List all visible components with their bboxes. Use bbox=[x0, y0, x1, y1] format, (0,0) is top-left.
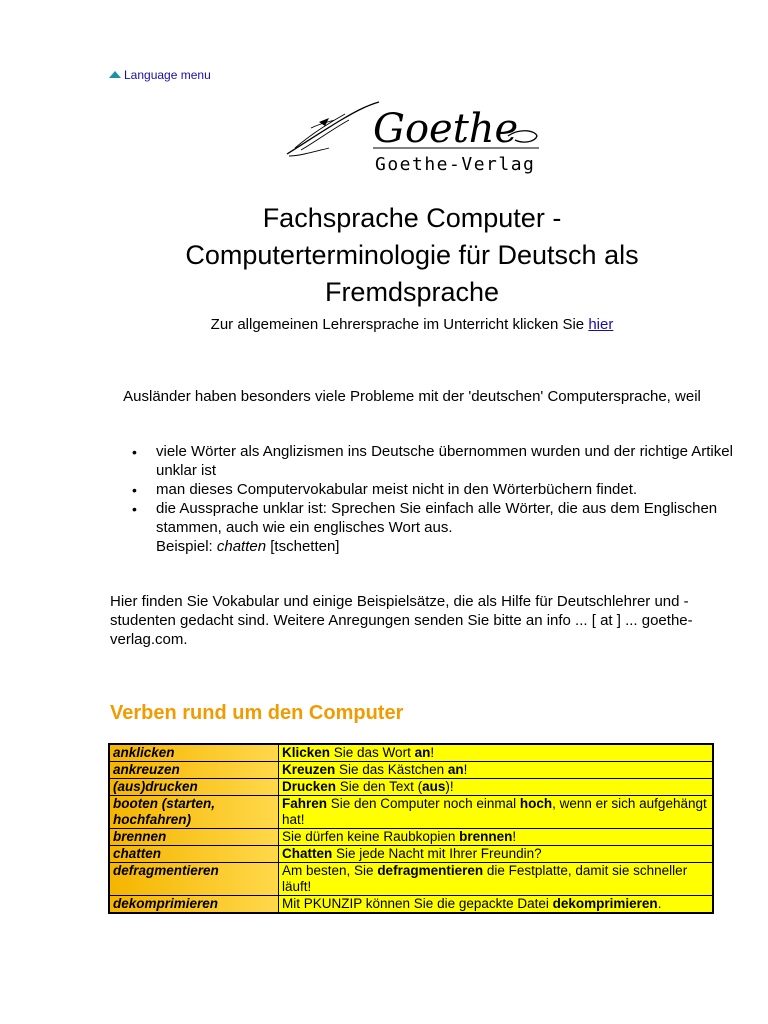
example-emphasis: aus bbox=[422, 779, 446, 794]
problem-paragraph: Ausländer haben besonders viele Probleme mit der 'deutschen' Computersprache, weil bbox=[123, 388, 701, 405]
page-title bbox=[112, 200, 712, 311]
table-row bbox=[110, 829, 712, 845]
table-row bbox=[110, 762, 712, 778]
logo-script: Goethe bbox=[373, 106, 519, 152]
example-text: ! bbox=[512, 829, 517, 844]
example-emphasis: Fahren bbox=[282, 796, 328, 811]
vocab-table-body bbox=[110, 745, 712, 912]
title-line-2: Computerterminologie für Deutsch als bbox=[185, 240, 639, 270]
example-word: chatten bbox=[216, 538, 267, 555]
hier-link[interactable]: hier bbox=[588, 316, 614, 333]
logo-text: Goethe-Verlag bbox=[375, 154, 536, 174]
title-line-1: Fachsprache Computer - bbox=[262, 203, 562, 233]
example-text: Sie den Text ( bbox=[336, 779, 423, 794]
language-menu-label: Language menu bbox=[124, 68, 211, 82]
language-menu-link-wrapper bbox=[109, 68, 211, 82]
vocab-term: ankreuzen bbox=[110, 762, 278, 778]
reasons-list bbox=[110, 442, 746, 556]
example-text: Sie dürfen keine Raubkopien bbox=[282, 829, 460, 844]
example-text: )! bbox=[445, 779, 454, 794]
vocab-term: (aus)drucken bbox=[110, 779, 278, 795]
vocab-example bbox=[279, 896, 712, 912]
example-emphasis: hoch bbox=[519, 796, 553, 811]
example-emphasis: defragmentieren bbox=[377, 863, 484, 878]
table-row bbox=[110, 863, 712, 895]
body-text: Hier finden Sie Vokabular und einige Beispielsätze, die als Hilfe für Deutschlehrer und -studenten gedacht sind. Weitere Anregungen senden Sie bitte an info ... [ at ] ... goethe-verlag.com. bbox=[110, 593, 693, 648]
vocab-example bbox=[279, 796, 712, 828]
table-row bbox=[110, 796, 712, 828]
goethe-verlag-logo bbox=[283, 98, 539, 174]
table-row bbox=[110, 846, 712, 862]
vocab-example bbox=[279, 846, 712, 862]
example-text: Sie den Computer noch einmal bbox=[327, 796, 520, 811]
vocab-example bbox=[279, 745, 712, 761]
vocab-term: anklicken bbox=[110, 745, 278, 761]
vocab-term: dekomprimieren bbox=[110, 896, 278, 912]
example-text: ! bbox=[463, 762, 468, 777]
list-item: • die Aussprache unklar ist: Sprechen Sie einfach alle Wörter, die aus dem Englischen stammen, auch wie ein englisches Wort aus. Beispiel: chatten [tschetten] bbox=[156, 499, 746, 556]
example-text: Sie das Kästchen bbox=[335, 762, 448, 777]
example-emphasis: Kreuzen bbox=[282, 762, 336, 777]
table-row bbox=[110, 779, 712, 795]
vocab-example bbox=[279, 779, 712, 795]
example-emphasis: an bbox=[447, 762, 464, 777]
table-row bbox=[110, 896, 712, 912]
example-text: ! bbox=[430, 745, 435, 760]
intro-label: Zur allgemeinen Lehrersprache im Unterricht klicken Sie bbox=[210, 316, 589, 333]
list-item: • viele Wörter als Anglizismen ins Deutsche übernommen wurden und der richtige Artikel unklar ist bbox=[156, 442, 746, 480]
example-text: Sie jede Nacht mit Ihrer Freundin? bbox=[332, 846, 542, 861]
example-pronunciation: [tschetten] bbox=[266, 538, 340, 555]
example-text: Am besten, Sie bbox=[282, 863, 378, 878]
vocab-term: booten (starten, hochfahren) bbox=[110, 796, 278, 828]
example-prefix: Beispiel: bbox=[156, 538, 217, 555]
example-text: Sie das Wort bbox=[330, 745, 415, 760]
vocab-example bbox=[279, 863, 712, 895]
title-line-3: Fremdsprache bbox=[324, 277, 500, 307]
vocab-table bbox=[108, 743, 714, 914]
example-emphasis: dekomprimieren bbox=[552, 896, 658, 911]
example-text: die Festplatte, damit sie schneller läuft! bbox=[282, 863, 688, 894]
example-emphasis: an bbox=[414, 745, 431, 760]
example-emphasis: Chatten bbox=[282, 846, 333, 861]
vocab-example bbox=[279, 829, 712, 845]
language-menu-link[interactable] bbox=[109, 68, 211, 82]
example-emphasis: brennen bbox=[459, 829, 513, 844]
vocab-term: defragmentieren bbox=[110, 863, 278, 895]
list-item: • man dieses Computervokabular meist nicht in den Wörterbüchern findet. bbox=[156, 480, 746, 499]
up-arrow-icon bbox=[109, 71, 121, 78]
vocab-example bbox=[279, 762, 712, 778]
section-heading: Verben rund um den Computer bbox=[110, 702, 404, 724]
intro-text bbox=[112, 316, 712, 333]
example-text: Mit PKUNZIP können Sie die gepackte Datei bbox=[282, 896, 553, 911]
example-emphasis: Drucken bbox=[282, 779, 337, 794]
vocab-term: chatten bbox=[110, 846, 278, 862]
example-emphasis: Klicken bbox=[282, 745, 331, 760]
example-text: , wenn er sich aufgehängt hat! bbox=[282, 796, 707, 827]
table-row bbox=[110, 745, 712, 761]
vocab-term: brennen bbox=[110, 829, 278, 845]
example-text: . bbox=[657, 896, 662, 911]
